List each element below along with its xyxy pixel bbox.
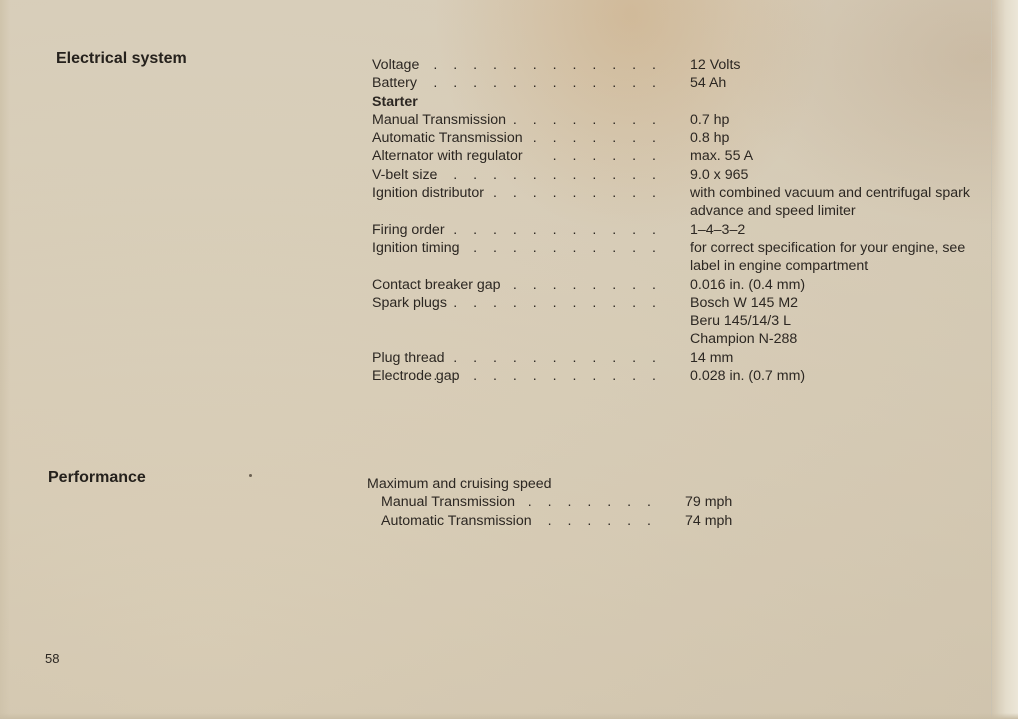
spec-row-manual-speed — [367, 493, 1007, 511]
spec-value: 1–4–3–2 — [690, 221, 746, 238]
spec-value: 0.016 in. (0.4 mm) — [690, 276, 806, 293]
dot-leader: . . . . . . . . . . . . — [433, 57, 662, 73]
spec-row-starter-manual — [372, 111, 1012, 129]
spec-label: Alternator with regulator — [372, 148, 523, 165]
spec-label: Battery — [372, 75, 417, 92]
spec-value: 0.8 hp — [690, 130, 730, 147]
dot-leader: . . . . . . . . . . . . — [433, 239, 662, 256]
dot-leader: . . . . . . . . . . . . — [433, 221, 662, 238]
spec-label: Plug thread — [372, 349, 445, 366]
spec-row-plug-thread — [372, 349, 1012, 367]
spec-label: Ignition distributor — [372, 185, 484, 202]
dot-leader: . . . . . . . — [527, 494, 657, 511]
spec-value: 14 mm — [690, 349, 734, 366]
spec-label: Manual Transmission — [381, 494, 516, 511]
dot-leader: . . . . . . . . . . . . — [433, 166, 662, 183]
spec-value: Champion N-288 — [690, 331, 798, 348]
spec-subheading: Maximum and cruising speed — [367, 476, 552, 492]
spec-row-starter — [372, 93, 1012, 111]
spec-value: Bosch W 145 M2 — [690, 294, 799, 311]
page-left-edge — [0, 0, 10, 719]
spec-label: Contact breaker gap — [372, 276, 501, 293]
page-number: 58 — [45, 651, 60, 666]
performance-heading: Performance — [48, 469, 146, 486]
dot-leader: . . . . . . — [552, 148, 662, 165]
spec-value: for correct specification for your engine, see label in engine compartment — [690, 239, 966, 275]
spec-label: Ignition timing — [372, 239, 460, 256]
spec-row-max-speed — [367, 475, 1007, 493]
dot-leader: . . . . . . — [547, 512, 657, 529]
dot-leader: . . . . . . . . . — [492, 185, 662, 202]
spec-label: Voltage — [372, 57, 420, 73]
spec-row-ignition-timing — [372, 239, 1012, 276]
spec-row-voltage — [372, 56, 1012, 74]
print-speck — [249, 474, 252, 477]
spec-row-firing-order — [372, 221, 1012, 239]
spec-value: 74 mph — [685, 512, 733, 529]
dot-leader: . . . . . . . . . . . . — [433, 294, 662, 311]
spec-row-spark-plugs — [372, 294, 1012, 312]
spec-value: with combined vacuum and centrifugal spark advance and speed limiter — [690, 185, 970, 220]
electrical-system-heading: Electrical system — [56, 50, 187, 67]
dot-leader: . . . . . . . . . . . . — [433, 368, 662, 385]
spec-value: 0.7 hp — [690, 111, 730, 128]
spec-row-ignition-distributor — [372, 184, 1012, 221]
performance-spec-table — [367, 475, 1007, 530]
spec-label: Electrode gap — [372, 368, 460, 385]
spec-row-vbelt — [372, 166, 1012, 184]
spec-value: 54 Ah — [690, 75, 727, 92]
spec-value: 0.028 in. (0.7 mm) — [690, 368, 806, 385]
dot-leader: . . . . . . . . — [512, 111, 662, 128]
spec-label: Spark plugs — [372, 294, 447, 311]
spec-row-automatic-speed — [367, 512, 1007, 530]
spec-label: Automatic Transmission — [381, 512, 532, 529]
spec-subheading: Starter — [372, 93, 418, 110]
spec-label: Manual Transmission — [372, 111, 507, 128]
spec-row-contact-breaker-gap — [372, 276, 1012, 294]
dot-leader: . . . . . . . — [532, 130, 662, 147]
spec-row-spark-plugs-beru — [372, 312, 1012, 330]
spec-label: V-belt size — [372, 166, 438, 183]
dot-leader: . . . . . . . . . . . . — [433, 349, 662, 366]
spec-label: Automatic Transmission — [372, 130, 523, 147]
spec-row-alternator — [372, 147, 1012, 165]
spec-value: max. 55 A — [690, 148, 754, 165]
spec-row-starter-automatic — [372, 129, 1012, 147]
spec-label: Firing order — [372, 221, 445, 238]
spec-value: Beru 145/14/3 L — [690, 313, 791, 330]
spec-row-electrode-gap — [372, 367, 1012, 385]
page-bottom-edge — [0, 713, 1018, 719]
electrical-spec-table — [372, 56, 1012, 385]
spec-value: 12 Volts — [690, 57, 741, 73]
spec-value: 79 mph — [685, 494, 733, 511]
spec-row-spark-plugs-champion — [372, 330, 1012, 348]
dot-leader: . . . . . . . . — [512, 276, 662, 293]
spec-row-battery — [372, 74, 1012, 92]
dot-leader: . . . . . . . . . . . . — [433, 75, 662, 92]
spec-value: 9.0 x 965 — [690, 166, 749, 183]
